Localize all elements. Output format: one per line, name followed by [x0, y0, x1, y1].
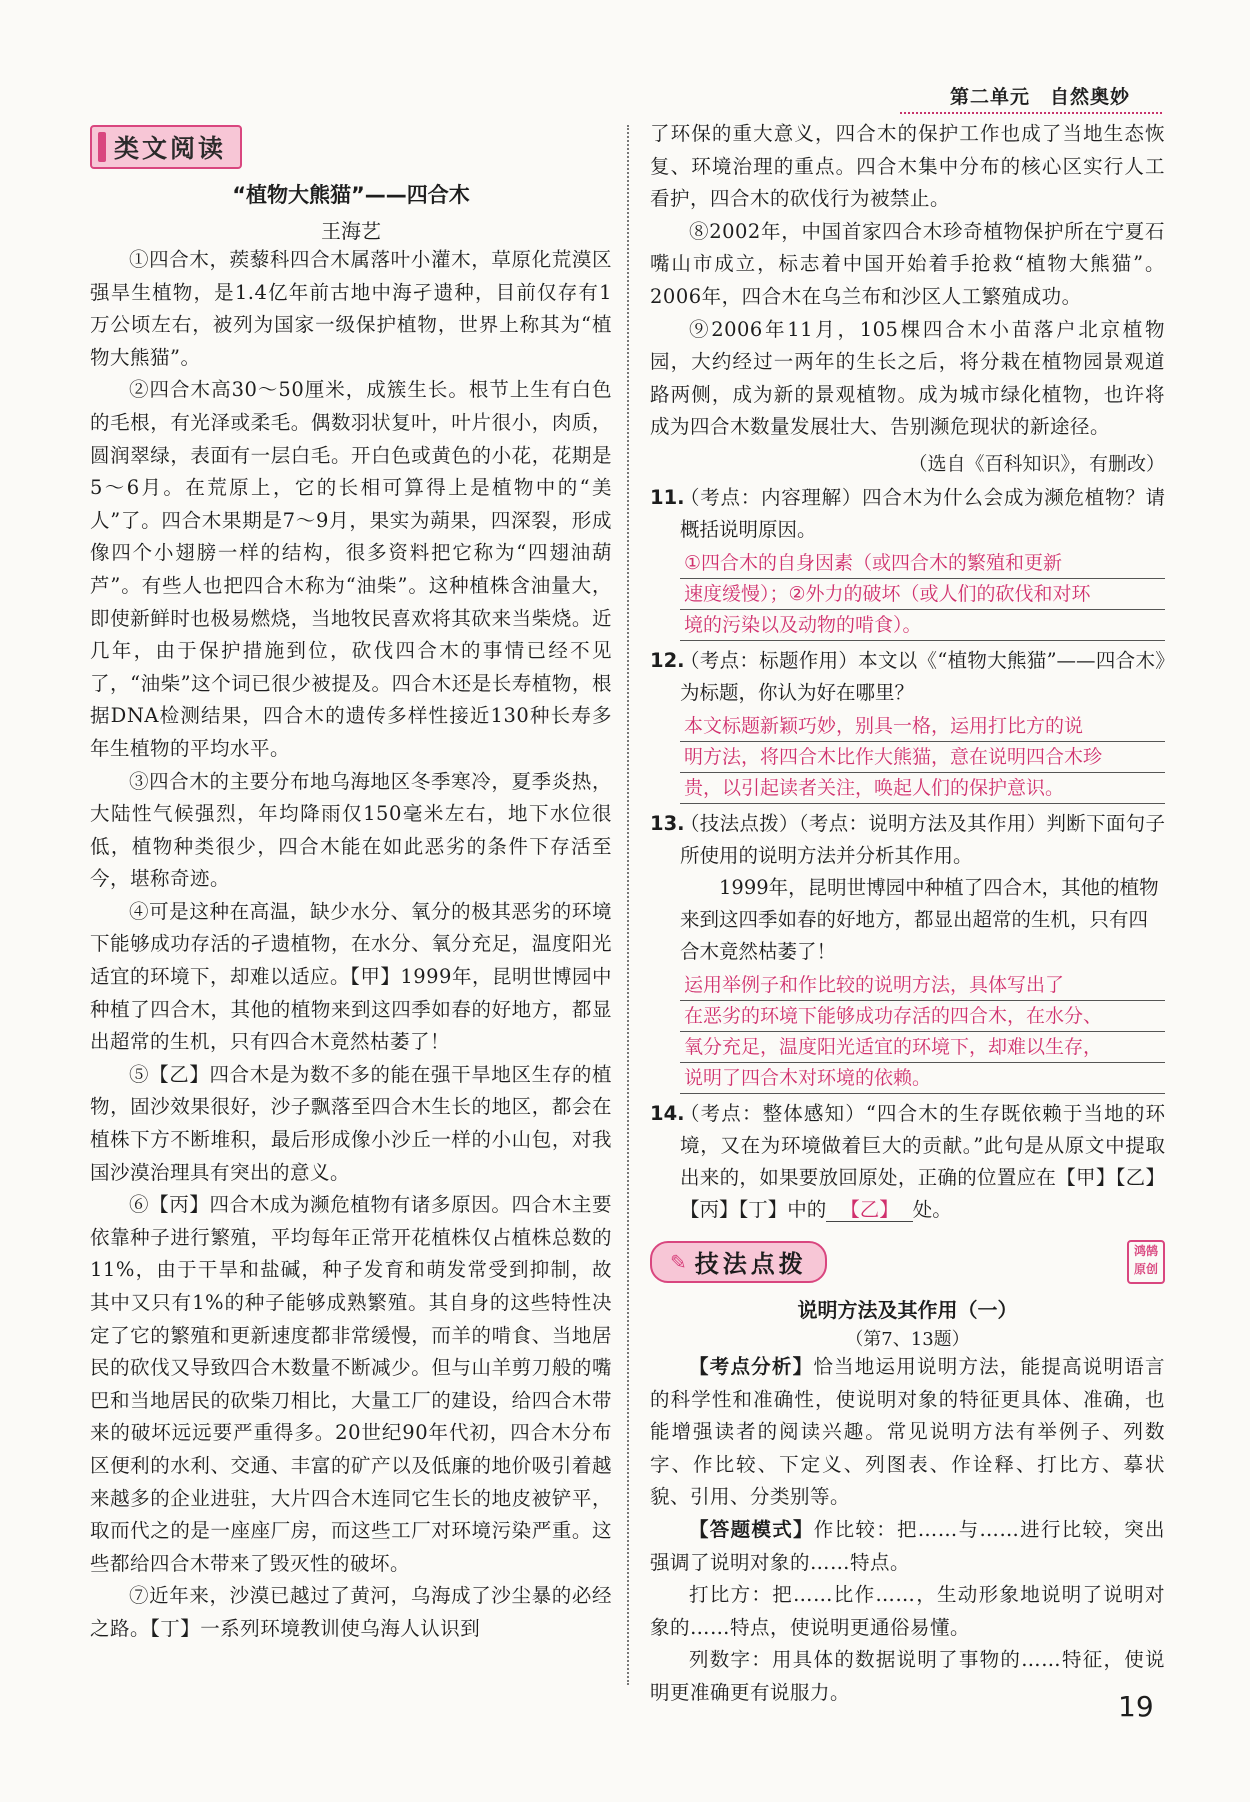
section-banner [90, 125, 242, 169]
question-13: 13. （技法点拨）（考点：说明方法及其作用）判断下面句子所使用的说明方法并分析其作用。 [650, 811, 1165, 867]
question-12: 12. （考点：标题作用）本文以《“植物大熊猫”——四合木》为标题，你认为好在哪里？ [650, 648, 1165, 704]
paragraph-3: ③四合木的主要分布地乌海地区冬季寒冷，夏季炎热，大陆性气候强烈，年均降雨仅150毫米左右，地下水位很低，植物种类很少，四合木能在如此恶劣的条件下存活至今，堪称奇迹。 [90, 769, 612, 891]
paragraph-7: ⑦近年来，沙漠已越过了黄河，乌海成了沙尘暴的必经之路。【丁】一系列环境教训使乌海人认识到 [90, 1584, 612, 1640]
answer-14-blank: 【乙】 [826, 1198, 913, 1222]
section-banner-label: 类文阅读 [114, 134, 227, 163]
analysis-paragraph: 【考点分析】恰当地运用说明方法，能提高说明语言的科学性和准确性，使说明对象的特征更具体、准确，也能增强读者的阅读兴趣。常见说明方法有举例子、列数字、作比较、下定义、列图表、作诠释、打比方、摹状貌、引用、分类别等。 [650, 1354, 1165, 1509]
question-14: 14. （考点：整体感知）“四合木的生存既依赖于当地的环境，又在为环境做着巨大的贡献。”此句是从原文中提取出来的，如果要放回原处，正确的位置应在【甲】【乙】【丙】【丁】中的 【乙】 处。 [650, 1101, 1165, 1221]
paragraph-7-continued: 了环保的重大意义，四合木的保护工作也成了当地生态恢复、环境治理的重点。四合木集中分布的核心区实行人工看护，四合木的砍伐行为被禁止。 [650, 122, 1165, 211]
answer-12: 本文标题新颖巧妙，别具一格，运用打比方的说 明方法，将四合木比作大熊猫，意在说明四合木珍 贵，以引起读者关注，唤起人们的保护意识。 [680, 711, 1165, 804]
article-title: “植物大熊猫”——四合木 [232, 183, 470, 207]
paragraph-8: ⑧2002年，中国首家四合木珍奇植物保护所在宁夏石嘴山市成立，标志着中国开始着手抢救“植物大熊猫”。2006年，四合木在乌兰布和沙区人工繁殖成功。 [650, 219, 1165, 308]
tips-banner-label: 技法点拨 [694, 1249, 807, 1279]
paragraph-6: ⑥【丙】四合木成为濒危植物有诸多原因。四合木主要依靠种子进行繁殖，平均每年正常开花植株仅占植株总数的11%，由于干旱和盐碱，种子发育和萌发常受到抑制，故其中又只有1%的种子能够成熟繁殖。其自身的这些特性决定了它的繁殖和更新速度都非常缓慢，而羊的啃食、当地居民的砍伐又导致四合木数量不断减少。但与山羊剪刀般的嘴巴和当地居民的砍柴刀相比，大量工厂的建设，给四合木带来的破坏远远要严重得多。20世纪90年代初，四合木分布区便利的水利、交通、丰富的矿产以及低廉的地价吸引着越来越多的企业进驻，大片四合木连同它生长的地皮被铲平，取而代之的是一座座厂房，而这些工厂对环境污染严重。这些都给四合木带来了毁灭性的破坏。 [90, 1193, 612, 1575]
pen-icon: ✎ [670, 1249, 687, 1274]
mode-paragraph-3: 列数字：用具体的数据说明了事物的……特征，使说明更准确更有说服力。 [650, 1648, 1165, 1704]
paragraph-4: ④可是这种在高温，缺少水分、氧分的极其恶劣的环境下能够成功存活的孑遗植物，在水分、氧分充足，温度阳光适宜的环境下，却难以适应。【甲】1999年，昆明世博园中种植了四合木，其他的植物来到这四季如春的好地方，都显出超常的生机，只有四合木竟然枯萎了！ [90, 899, 612, 1054]
original-stamp: 鸿鹄原创 [1127, 1240, 1165, 1284]
tips-note: （第7、13题） [845, 1328, 970, 1350]
unit-header: 第二单元 自然奥妙 [950, 86, 1131, 108]
tips-banner-row [650, 1240, 1165, 1284]
mode-paragraph: 【答题模式】作比较：把……与……进行比较，突出强调了说明对象的……特点。 [650, 1517, 1165, 1574]
header-divider [900, 112, 1162, 114]
paragraph-1: ①四合木，蒺藜科四合木属落叶小灌木，草原化荒漠区强旱生植物，是1.4亿年前古地中海孑遗种，目前仅存有1万公顷左右，被列为国家一级保护植物，世界上称其为“植物大熊猫”。 [90, 248, 612, 369]
left-column [90, 125, 612, 1646]
article-author: 王海艺 [321, 219, 381, 243]
column-divider [627, 125, 629, 1685]
answer-13: 运用举例子和作比较的说明方法，具体写出了 在恶劣的环境下能够成功存活的四合木，在水分、 氧分充足，温度阳光适宜的环境下，却难以生存， 说明了四合木对环境的依赖。 [680, 970, 1165, 1094]
source-citation: （选自《百科知识》，有删改） [908, 452, 1165, 475]
paragraph-5: ⑤【乙】四合木是为数不多的能在强干旱地区生存的植物，固沙效果很好，沙子飘落至四合木生长的地区，都会在植株下方不断堆积，最后形成像小沙丘一样的小山包，对我国沙漠治理具有突出的意义。 [90, 1062, 612, 1184]
book-icon [98, 132, 106, 162]
answer-11: ①四合木的自身因素（或四合木的繁殖和更新 速度缓慢）；②外力的破坏（或人们的砍伐和对环 境的污染以及动物的啃食）。 [680, 548, 1165, 641]
tips-banner [650, 1241, 827, 1283]
question-11: 11. （考点：内容理解）四合木为什么会成为濒危植物？请概括说明原因。 [650, 485, 1165, 541]
paragraph-9: ⑨2006年11月，105棵四合木小苗落户北京植物园，大约经过一两年的生长之后，将分栽在植物园景观道路两侧，成为新的景观植物。成为城市绿化植物，也许将成为四合木数量发展壮大、告别濒危现状的新途径。 [650, 317, 1165, 439]
right-column [650, 118, 1165, 1709]
paragraph-2: ②四合木高30～50厘米，成簇生长。根节上生有白色的毛根，有光泽或柔毛。偶数羽状复叶，叶片很小，肉质，圆润翠绿，表面有一层白毛。开白色或黄色的小花，花期是5～6月。在荒原上，它的长相可算得上是植物中的“美人”了。四合木果期是7～9月，果实为蒴果，四深裂，形成像四个小翅膀一样的结构，很多资料把它称为“四翅油葫芦”。有些人也把四合木称为“油柴”。这种植株含油量大，即使新鲜时也极易燃烧，当地牧民喜欢将其砍来当柴烧。近几年，由于保护措施到位，砍伐四合木的事情已经不见了，“油柴”这个词已很少被提及。四合木还是长寿植物，根据DNA检测结果，四合木的遗传多样性接近130种长寿多年生植物的平均水平。 [90, 378, 612, 760]
page-number: 19 [1118, 1690, 1154, 1723]
mode-paragraph-2: 打比方：把……比作……，生动形象地说明了说明对象的……特点，使说明更通俗易懂。 [650, 1583, 1165, 1639]
question-13-quote: 1999年，昆明世博园中种植了四合木，其他的植物来到这四季如春的好地方，都显出超常的生机，只有四合木竟然枯萎了！ [680, 875, 1159, 963]
tips-title: 说明方法及其作用（一） [797, 1297, 1018, 1322]
